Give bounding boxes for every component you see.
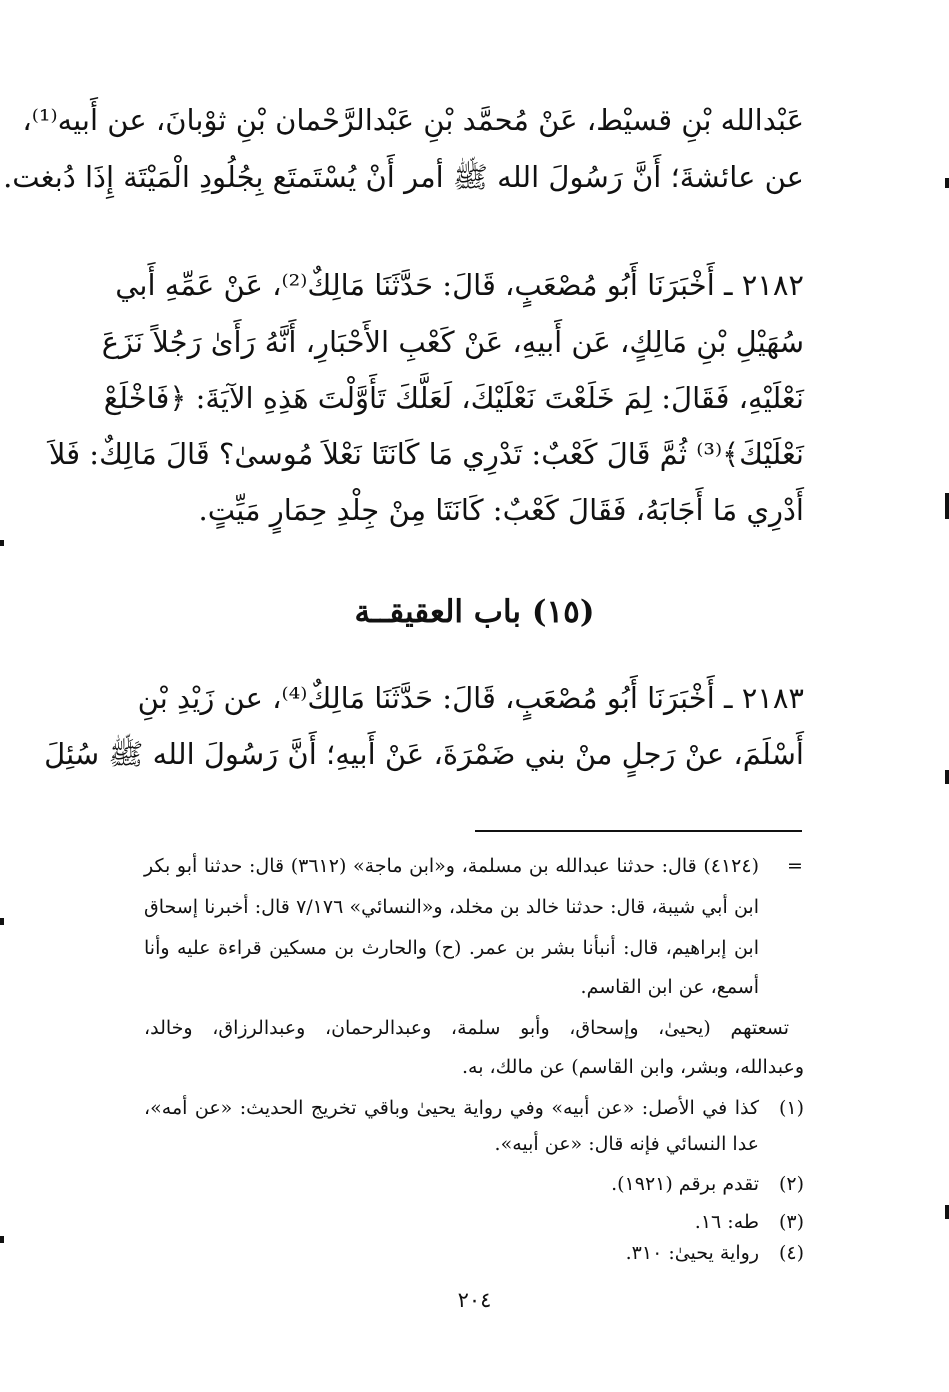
scan-edge-mark: [945, 178, 949, 188]
footnote-number: (٢): [778, 1173, 804, 1195]
hadith-line: أَدْرِي مَا أَجَابَهُ، فَقَالَ كَعْبٌ: كَانَتَا مِنْ جِلْدِ حِمَارٍ مَيِّتٍ.: [198, 493, 804, 527]
footnote-text: طه: ١٦.: [694, 1211, 759, 1233]
scan-edge-mark: [945, 770, 949, 784]
footnote-number: (٣): [778, 1211, 804, 1233]
body-line: عن عائشةَ؛ أَنَّ رَسُولَ الله ﷺ أمر أَنْ يُسْتَمتَع بِجُلُودِ الْمَيْتَة إِذَا دُبغت.: [3, 160, 804, 194]
footnote-line: تسعتهم (يحيىٰ، وإسحاق، وأبو سلمة، وعبدالرحمان، وعبدالرزاق، وخالد،: [144, 1017, 789, 1039]
hadith-line: أَسْلَمَ، عنْ رَجلٍ منْ بني ضَمْرَةَ، عَنْ أَبيهِ؛ أَنَّ رَسُولَ الله ﷺ سُئِلَ: [44, 737, 804, 771]
continuation-marker: =: [787, 855, 803, 877]
scan-edge-mark: [0, 918, 4, 925]
hadith-line: ٢١٨٣ ـ أَخْبَرَنَا أَبُو مُصْعَبٍ، قَالَ: حَدَّثَنَا مَالِكٌ⁽⁴⁾، عن زَيْدِ بْنِ: [137, 681, 804, 715]
scan-edge-mark: [945, 1205, 949, 1219]
hadith-line: نَعْلَيْكَ﴾⁽³⁾ ثُمَّ قَالَ كَعْبٌ: تَدْرِي مَا كَانَتَا نَعْلاَ مُوسىٰ؟ قَالَ مَالِكٌ: فَلاَ: [48, 437, 804, 471]
hadith-line: سُهَيْلِ بْنِ مَالِكٍ، عَن أَبيهِ، عَنْ كَعْبِ الأَحْبَارِ، أَنَّهُ رَأَىٰ رَجُلاً نَزَعَ: [101, 325, 804, 359]
footnote-rule: [475, 830, 802, 832]
footnote-number: (١): [778, 1097, 804, 1119]
footnote-text: كذا في الأصل: «عن أبيه» وفي رواية يحيىٰ وباقي تخريج الحديث: «عن أمه»،: [144, 1097, 759, 1119]
hadith-line: ٢١٨٢ ـ أَخْبَرَنَا أَبُو مُصْعَبٍ، قَالَ: حَدَّثَنَا مَالِكٌ⁽²⁾، عَنْ عَمِّهِ أَبي: [115, 268, 804, 302]
footnote-line: ابن أبي شيبة، قال: حدثنا خالد بن مخلد، و«النسائي» ٧/١٧٦ قال: أخبرنا إسحاق: [144, 896, 760, 918]
footnote-text: رواية يحيىٰ: ٣١٠.: [625, 1242, 759, 1264]
body-line: عَبْدالله بْنِ قسيْط، عَنْ مُحمَّد بْنِ عَبْدالرَّحْمان بْنِ ثوْبانَ، عن أَبيه⁽¹⁾،: [22, 103, 804, 137]
page-number: ٢٠٤: [457, 1288, 492, 1312]
footnote-line: (٤١٢٤) قال: حدثنا عبدالله بن مسلمة، و«ابن ماجة» (٣٦١٢) قال: حدثنا أبو بكر: [144, 855, 759, 877]
hadith-line: نَعْلَيْهِ، فَقَالَ: لِمَ خَلَعْتَ نَعْلَيْكَ، لَعَلَّكَ تَأَوَّلْتَ هَذِهِ الآيَةَ: ﴿فَاخْلَعْ: [103, 381, 804, 415]
footnote-line: أسمع، عن ابن القاسم.: [580, 976, 759, 998]
scan-edge-mark: [0, 540, 4, 546]
scan-edge-mark: [0, 1236, 4, 1243]
footnote-text: عدا النسائي فإنه قال: «عن أبيه».: [494, 1133, 759, 1155]
scan-edge-mark: [945, 493, 949, 519]
footnote-line: وعبدالله، وبشر، وابن القاسم) عن مالك، به.: [461, 1056, 804, 1078]
footnote-text: تقدم برقم (١٩٢١).: [611, 1173, 759, 1195]
footnote-number: (٤): [778, 1242, 804, 1264]
footnote-line: ابن إبراهيم، قال: أنبأنا بشر بن عمر. (ح) والحارث بن مسكين قراءة عليه وأنا: [144, 937, 759, 959]
chapter-heading: (١٥) باب العقيقــة: [354, 594, 595, 630]
